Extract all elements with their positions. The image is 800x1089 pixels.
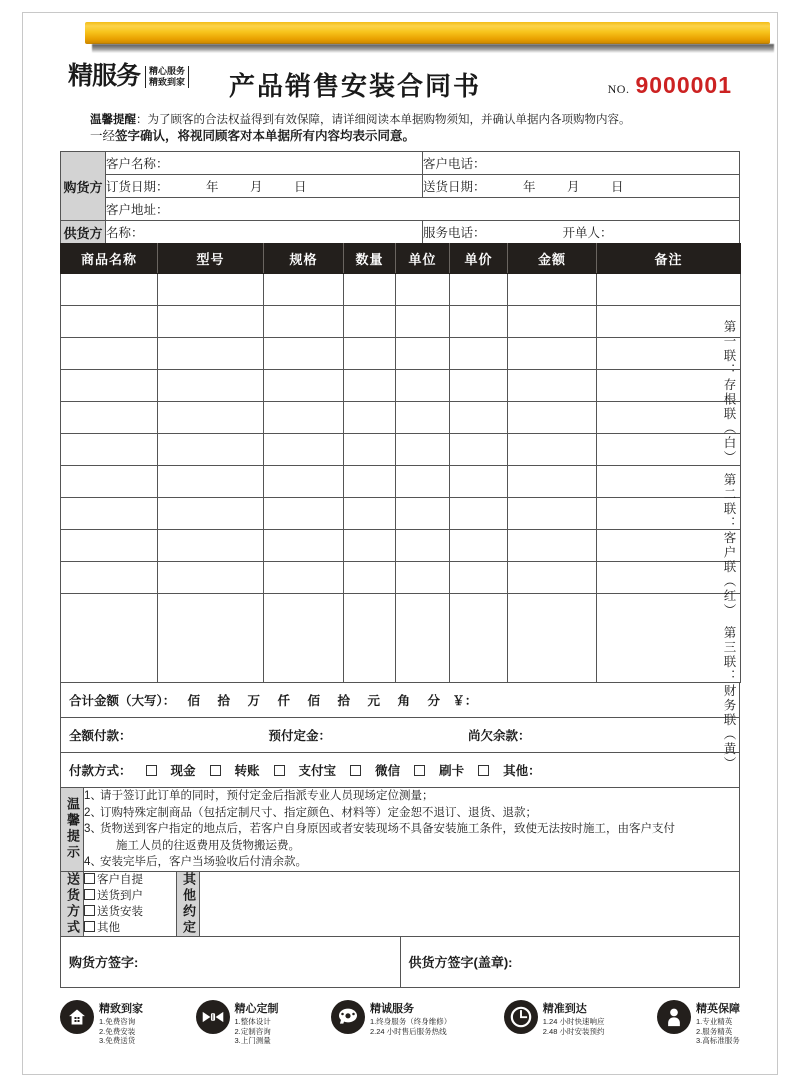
chinese-digit-slots (179, 694, 449, 708)
signature-table (60, 936, 740, 988)
checkbox-icon[interactable] (146, 765, 157, 776)
cn-digit-slot-5: 拾 (337, 694, 350, 708)
checkbox-icon[interactable] (274, 765, 285, 776)
service-badge-line-1: 2.定制咨询 (234, 1026, 271, 1036)
service-badge-line-0: 1.专业精英 (695, 1017, 733, 1026)
order-date-month: 月 (250, 180, 263, 194)
items-column-header-2: 规格 (264, 244, 344, 274)
clock-icon (504, 1000, 538, 1034)
items-cell[interactable] (61, 562, 158, 594)
items-cell[interactable] (264, 306, 344, 338)
items-cell[interactable] (450, 530, 508, 562)
notice-line2-bold: 签字确认，将视同顾客对本单据所有内容均表示同意。 (115, 129, 416, 143)
items-cell[interactable] (61, 370, 158, 402)
items-cell[interactable] (508, 434, 597, 466)
payment-split-fields[interactable] (61, 718, 740, 753)
items-cell[interactable] (450, 338, 508, 370)
payment-option-5[interactable]: 其他： (478, 764, 541, 778)
items-cell[interactable] (158, 530, 264, 562)
service-badge-title: 精致到家 (99, 1003, 143, 1015)
term-item-2-cont: 施工人员的往返费用及货物搬运费。 (116, 839, 300, 852)
items-cell[interactable] (61, 274, 158, 306)
supplier-row (61, 221, 740, 244)
cn-digit-slot-3: 仟 (277, 694, 290, 708)
items-cell[interactable] (344, 434, 396, 466)
service-badge-title: 精准到达 (542, 1003, 587, 1015)
supplier-side-label: 供货方 (61, 221, 106, 244)
notice-block (60, 110, 740, 151)
service-badge-3 (504, 1000, 605, 1046)
telephone-icon (331, 1000, 365, 1034)
items-cell[interactable] (158, 274, 264, 306)
items-cell[interactable] (158, 306, 264, 338)
items-column-header-7: 备注 (597, 244, 741, 274)
service-badge-1 (196, 1000, 279, 1046)
items-cell[interactable] (344, 274, 396, 306)
notice-line2-thin: 一经 (90, 129, 116, 143)
term-number: 3、 (84, 823, 102, 835)
delivery-option-0[interactable]: 客户自提 (84, 872, 176, 888)
items-cell[interactable] (450, 402, 508, 434)
serial-number-value: 9000001 (635, 72, 732, 98)
cn-digit-slot-7: 角 (397, 694, 410, 708)
checkbox-icon[interactable] (84, 921, 95, 932)
items-cell[interactable] (508, 370, 597, 402)
items-cell[interactable] (158, 434, 264, 466)
bowtie-icon (196, 1000, 230, 1034)
term-number: 1、 (84, 790, 102, 802)
items-cell[interactable] (344, 498, 396, 530)
service-badge-4 (657, 1000, 740, 1046)
service-badge-title: 精英保障 (695, 1003, 740, 1015)
items-cell[interactable] (508, 274, 597, 306)
items-cell[interactable] (344, 338, 396, 370)
order-date-year: 年 (206, 180, 219, 194)
term-item-1: 2、 订购特殊定制商品（包括定制尺寸、指定颜色、材料等）定金恕不退订、退货、退款； (84, 805, 739, 822)
payment-method-label: 付款方式： (69, 764, 132, 778)
terms-table (60, 787, 740, 872)
service-badge-line-1: 2.24 小时售后服务热线 (370, 1026, 447, 1036)
service-phone-label: 服务电话： (423, 226, 486, 240)
payment-option-0[interactable]: 现金 (146, 764, 196, 778)
service-badge-line-1: 2.服务精英 (695, 1026, 733, 1036)
items-row (61, 274, 741, 306)
service-badge-line-2: 3.免费送货 (99, 1036, 136, 1045)
items-cell[interactable] (450, 434, 508, 466)
items-cell[interactable] (264, 434, 344, 466)
items-cell[interactable] (344, 370, 396, 402)
other-agreement-label: 其他约定 (177, 871, 200, 936)
items-cell[interactable] (264, 338, 344, 370)
service-badge-text (235, 1000, 279, 1046)
parties-table (60, 151, 740, 244)
delivery-table (60, 871, 740, 937)
checkbox-icon[interactable] (84, 905, 95, 916)
items-column-header-6: 金额 (508, 244, 597, 274)
other-agreement-field[interactable] (200, 871, 740, 936)
copy-labels (715, 320, 741, 771)
term-item-2: 3、 货物送到客户指定的地点后，若客户自身原因或者安装现场不具备安装施工条件，致使无法按时施工，由客户支付 (84, 821, 739, 838)
checkbox-icon[interactable] (478, 765, 489, 776)
delivery-date-label: 送货日期： (423, 180, 486, 194)
delivery-option-3[interactable]: 其他 (84, 920, 176, 936)
items-table (60, 243, 741, 683)
items-cell[interactable] (344, 562, 396, 594)
items-cell[interactable] (158, 498, 264, 530)
buyer-row-1 (61, 152, 740, 175)
serial-number (608, 72, 732, 99)
items-cell[interactable] (61, 338, 158, 370)
service-badge-line-0: 1.整体设计 (234, 1017, 271, 1026)
items-cell[interactable] (396, 498, 450, 530)
order-date-slots (172, 180, 307, 194)
logo-wordmark: 精服务 (68, 62, 141, 90)
items-cell[interactable] (508, 530, 597, 562)
items-cell[interactable] (344, 594, 396, 683)
notice-line-1 (90, 112, 740, 128)
items-cell[interactable] (396, 434, 450, 466)
order-date-field[interactable] (106, 175, 423, 198)
items-cell[interactable] (396, 274, 450, 306)
cn-digit-slot-0: 佰 (187, 694, 200, 708)
items-row (61, 306, 741, 338)
items-cell[interactable] (61, 594, 158, 683)
serial-number-label: NO. (607, 82, 630, 96)
term-item-3: 4、 安装完毕后，客户当场验收后付清余款。 (84, 854, 739, 871)
page-title: 产品销售安装合同书 (228, 71, 481, 101)
items-cell[interactable] (396, 466, 450, 498)
items-cell[interactable] (61, 402, 158, 434)
items-column-header-4: 单位 (396, 244, 450, 274)
service-badge-title: 精心定制 (234, 1003, 279, 1015)
terms-list (84, 788, 740, 872)
customer-address-field[interactable]: 客户地址： (106, 198, 740, 221)
items-row (61, 562, 741, 594)
document-header (60, 58, 740, 110)
delivery-option-2[interactable]: 送货安装 (84, 904, 176, 920)
delivery-date-year: 年 (523, 180, 536, 194)
service-badge-line-0: 1.24 小时快速响应 (542, 1017, 605, 1026)
items-body (61, 274, 741, 683)
delivery-row (61, 871, 740, 936)
items-cell[interactable] (508, 306, 597, 338)
total-amount-row (61, 683, 740, 718)
items-row (61, 530, 741, 562)
service-badge-text (370, 1000, 451, 1036)
items-cell[interactable] (264, 498, 344, 530)
service-badge-0 (60, 1000, 143, 1046)
service-badge-text (543, 1000, 605, 1036)
items-cell[interactable] (264, 370, 344, 402)
buyer-row-3 (61, 198, 740, 221)
items-cell[interactable] (450, 562, 508, 594)
service-badges (60, 1000, 740, 1046)
items-cell[interactable] (508, 594, 597, 683)
order-date-day: 日 (294, 180, 307, 194)
payment-option-2[interactable]: 支付宝 (274, 764, 337, 778)
supplier-contact-field[interactable] (423, 221, 740, 244)
terms-row (61, 788, 740, 872)
person-icon (657, 1000, 691, 1034)
items-row-tall (61, 594, 741, 683)
items-cell[interactable] (396, 562, 450, 594)
items-cell[interactable] (396, 402, 450, 434)
service-badge-line-0: 1.免费咨询 (99, 1017, 136, 1026)
house-icon (60, 1000, 94, 1034)
items-cell[interactable] (158, 338, 264, 370)
items-cell[interactable] (344, 466, 396, 498)
copy-label-1: 第二联：客户联（红） (722, 473, 736, 618)
totals-table (60, 682, 740, 788)
total-amount-label: 合计金额（大写）： (69, 694, 176, 708)
items-row (61, 338, 741, 370)
items-cell[interactable] (61, 498, 158, 530)
items-cell[interactable] (61, 306, 158, 338)
items-cell[interactable] (508, 498, 597, 530)
gold-bar-shadow (92, 44, 774, 53)
payment-option-3[interactable]: 微信 (350, 764, 400, 778)
items-cell[interactable] (396, 594, 450, 683)
items-row (61, 498, 741, 530)
items-cell[interactable] (396, 338, 450, 370)
items-cell[interactable] (597, 274, 741, 306)
items-cell[interactable] (264, 530, 344, 562)
copy-label-2: 第三联：财务联（黄） (722, 626, 736, 771)
checkbox-icon[interactable] (84, 889, 95, 900)
items-cell[interactable] (450, 274, 508, 306)
items-cell[interactable] (344, 530, 396, 562)
items-cell[interactable] (450, 498, 508, 530)
items-cell[interactable] (508, 402, 597, 434)
delivery-option-1[interactable]: 送货到户 (84, 888, 176, 904)
items-cell[interactable] (264, 562, 344, 594)
gold-header-bar (85, 22, 770, 44)
delivery-side-label: 送货方式 (61, 871, 84, 936)
items-column-header-5: 单价 (450, 244, 508, 274)
buyer-signature-field[interactable]: 购货方签字: (61, 936, 401, 987)
cn-digit-slot-4: 佰 (307, 694, 320, 708)
service-badge-text (99, 1000, 143, 1046)
delivery-date-month: 月 (567, 180, 580, 194)
items-row (61, 370, 741, 402)
service-badge-line-0: 1.终身服务（终身维修） (370, 1017, 452, 1026)
payment-split-row (61, 718, 740, 753)
items-row (61, 402, 741, 434)
service-badge-2 (331, 1000, 451, 1046)
items-cell[interactable] (61, 530, 158, 562)
logo-tagline-line1: 精心服务 (149, 65, 186, 76)
service-badge-line-2: 3.上门测量 (234, 1036, 271, 1045)
items-cell[interactable] (508, 466, 597, 498)
items-cell[interactable] (61, 466, 158, 498)
service-badge-title: 精诚服务 (370, 1003, 414, 1015)
signature-row (61, 936, 740, 987)
contract-sheet (60, 58, 740, 1048)
service-badge-line-1: 2.48 小时安装预约 (542, 1026, 605, 1036)
items-cell[interactable] (158, 370, 264, 402)
full-payment-label: 全额付款： (69, 729, 132, 743)
service-badge-line-1: 2.免费安装 (99, 1026, 136, 1036)
notice-lead: 温馨提醒 (90, 114, 136, 126)
items-cell[interactable] (396, 306, 450, 338)
items-header-row (61, 244, 741, 274)
delivery-options[interactable] (84, 871, 177, 936)
order-date-label: 订货日期： (106, 180, 169, 194)
deposit-label: 预付定金： (268, 729, 331, 743)
service-badge-line-2: 3.高标准服务 (695, 1036, 740, 1045)
copy-label-0: 第一联：存根联（白） (722, 320, 736, 465)
items-cell[interactable] (344, 402, 396, 434)
items-cell[interactable] (450, 306, 508, 338)
items-cell[interactable] (396, 530, 450, 562)
items-column-header-3: 数量 (344, 244, 396, 274)
items-cell[interactable] (396, 370, 450, 402)
payment-option-4[interactable]: 刷卡 (414, 764, 464, 778)
delivery-date-day: 日 (611, 180, 624, 194)
total-amount-field[interactable] (61, 683, 740, 718)
items-row (61, 434, 741, 466)
logo-tagline-line2: 精致到家 (149, 76, 186, 87)
balance-label: 尚欠余款： (467, 729, 531, 743)
items-cell[interactable] (344, 306, 396, 338)
checkbox-icon[interactable] (350, 765, 361, 776)
items-column-header-1: 型号 (158, 244, 264, 274)
checkbox-icon[interactable] (414, 765, 425, 776)
delivery-date-field[interactable] (423, 175, 740, 198)
items-cell[interactable] (264, 466, 344, 498)
term-number: 2、 (84, 806, 102, 819)
service-badge-text (696, 1000, 740, 1046)
items-cell[interactable] (264, 274, 344, 306)
items-column-header-0: 商品名称 (61, 244, 158, 274)
buyer-row-2 (61, 175, 740, 198)
items-cell[interactable] (158, 594, 264, 683)
items-cell[interactable] (508, 562, 597, 594)
term-item-0: 1、 请于签订此订单的同时，预付定金后指派专业人员现场定位测量； (84, 788, 739, 805)
notice-line-2 (90, 128, 740, 145)
term-number: 4、 (84, 856, 102, 868)
payment-method-field[interactable] (61, 753, 740, 788)
buyer-side-label: 购货方 (61, 152, 106, 221)
items-cell[interactable] (158, 402, 264, 434)
customer-phone-field[interactable]: 客户电话： (423, 152, 740, 175)
items-cell[interactable] (450, 594, 508, 683)
checkbox-icon[interactable] (210, 765, 221, 776)
items-cell[interactable] (61, 434, 158, 466)
terms-side-label: 温馨提示 (61, 788, 84, 872)
clerk-label: 开单人： (562, 226, 613, 240)
supplier-name-field[interactable]: 名称： (106, 221, 423, 244)
customer-name-field[interactable]: 客户名称： (106, 152, 423, 175)
cn-digit-slot-1: 拾 (217, 694, 230, 708)
items-cell[interactable] (158, 562, 264, 594)
items-cell[interactable] (264, 402, 344, 434)
items-cell[interactable] (508, 338, 597, 370)
payment-options (146, 764, 555, 778)
payment-method-row (61, 753, 740, 788)
cn-digit-slot-6: 元 (367, 694, 380, 708)
items-cell[interactable] (158, 466, 264, 498)
currency-symbol: ￥： (452, 694, 478, 708)
items-cell[interactable] (450, 466, 508, 498)
delivery-date-slots (489, 180, 624, 194)
payment-option-1[interactable]: 转账 (210, 764, 260, 778)
checkbox-icon[interactable] (84, 873, 95, 884)
items-row (61, 466, 741, 498)
cn-digit-slot-8: 分 (427, 694, 440, 708)
items-cell[interactable] (450, 370, 508, 402)
items-cell[interactable] (264, 594, 344, 683)
supplier-signature-field[interactable]: 供货方签字(盖章): (400, 936, 740, 987)
notice-body: ：为了顾客的合法权益得到有效保障，请详细阅读本单据购物须知，并确认单据内各项购物内容。 (136, 114, 631, 126)
cn-digit-slot-2: 万 (247, 694, 260, 708)
